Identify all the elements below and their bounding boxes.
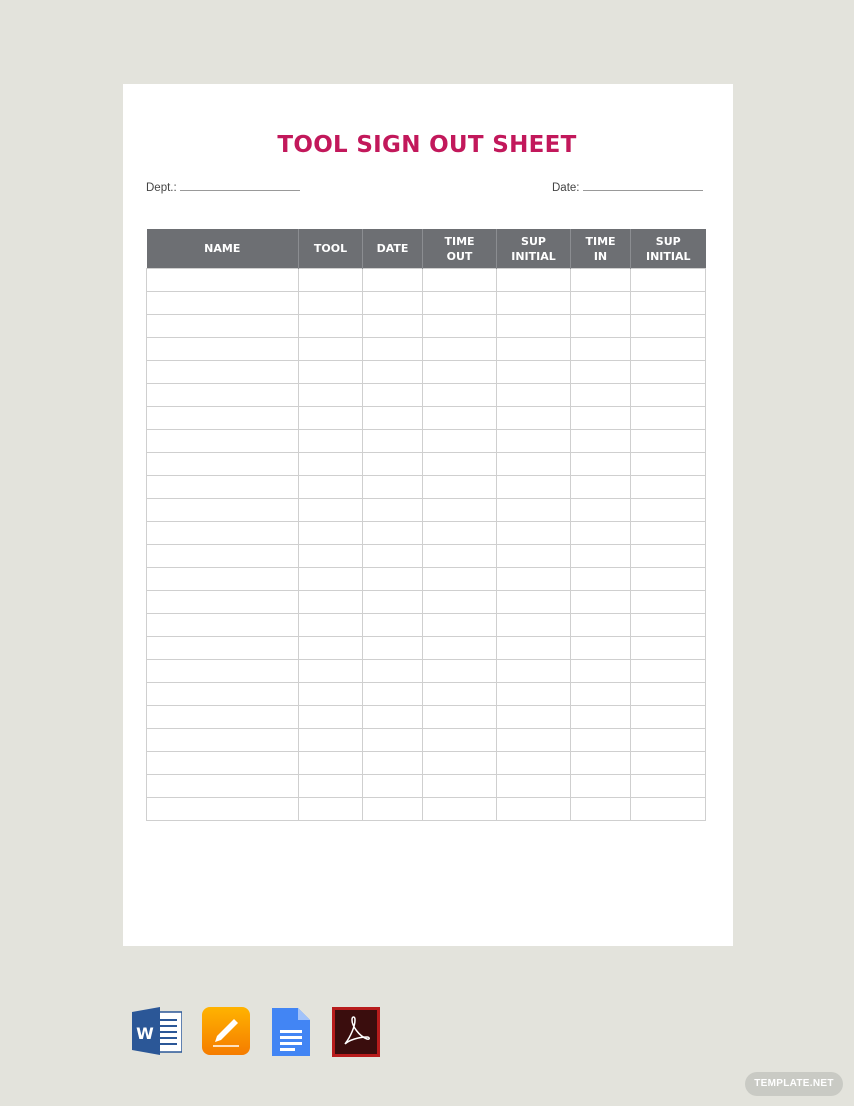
table-cell[interactable] — [497, 453, 571, 476]
table-cell[interactable] — [299, 706, 363, 729]
table-cell[interactable] — [147, 453, 299, 476]
table-cell[interactable] — [631, 545, 706, 568]
table-cell[interactable] — [363, 384, 423, 407]
table-cell[interactable] — [571, 591, 631, 614]
dept-field — [146, 180, 300, 194]
table-cell[interactable] — [571, 706, 631, 729]
table-cell[interactable] — [147, 315, 299, 338]
table-cell[interactable] — [631, 614, 706, 637]
table-cell[interactable] — [497, 407, 571, 430]
table-cell[interactable] — [571, 499, 631, 522]
table-cell[interactable] — [363, 660, 423, 683]
google-docs-icon[interactable] — [270, 1006, 312, 1058]
table-cell[interactable] — [497, 752, 571, 775]
table-cell[interactable] — [571, 453, 631, 476]
table-row — [147, 775, 706, 798]
table-row — [147, 430, 706, 453]
column-header-sup-initial-out: SUP INITIAL — [497, 229, 571, 269]
table-row — [147, 545, 706, 568]
table-cell[interactable] — [147, 591, 299, 614]
table-cell[interactable] — [631, 775, 706, 798]
date-line — [583, 180, 703, 191]
table-cell[interactable] — [571, 752, 631, 775]
table-cell[interactable] — [147, 637, 299, 660]
table-cell[interactable] — [423, 499, 497, 522]
table-cell[interactable] — [497, 798, 571, 821]
table-cell[interactable] — [571, 430, 631, 453]
table-cell[interactable] — [299, 384, 363, 407]
table-cell[interactable] — [147, 614, 299, 637]
table-cell[interactable] — [299, 430, 363, 453]
table-cell[interactable] — [497, 315, 571, 338]
table-cell[interactable] — [423, 568, 497, 591]
table-cell[interactable] — [147, 775, 299, 798]
table-cell[interactable] — [299, 338, 363, 361]
table-cell[interactable] — [571, 315, 631, 338]
table-cell[interactable] — [497, 614, 571, 637]
table-cell[interactable] — [363, 614, 423, 637]
table-cell[interactable] — [571, 384, 631, 407]
table-cell[interactable] — [631, 752, 706, 775]
table-cell[interactable] — [571, 338, 631, 361]
table-cell[interactable] — [363, 568, 423, 591]
table-cell[interactable] — [147, 706, 299, 729]
table-cell[interactable] — [147, 545, 299, 568]
table-row — [147, 338, 706, 361]
table-cell[interactable] — [631, 384, 706, 407]
column-header-time-in: TIME IN — [571, 229, 631, 269]
table-cell[interactable] — [631, 522, 706, 545]
table-cell[interactable] — [571, 729, 631, 752]
table-cell[interactable] — [363, 522, 423, 545]
pages-icon[interactable] — [201, 1006, 251, 1056]
table-cell[interactable] — [423, 637, 497, 660]
table-cell[interactable] — [423, 292, 497, 315]
table-cell[interactable] — [363, 315, 423, 338]
table-cell[interactable] — [631, 407, 706, 430]
table-cell[interactable] — [497, 775, 571, 798]
table-cell[interactable] — [497, 361, 571, 384]
table-row — [147, 637, 706, 660]
table-cell[interactable] — [571, 637, 631, 660]
table-cell[interactable] — [363, 476, 423, 499]
table-cell[interactable] — [299, 407, 363, 430]
table-cell[interactable] — [631, 798, 706, 821]
table-row — [147, 683, 706, 706]
table-cell[interactable] — [299, 660, 363, 683]
table-row — [147, 361, 706, 384]
table-cell[interactable] — [497, 430, 571, 453]
column-header-name: NAME — [147, 229, 299, 269]
table-cell[interactable] — [571, 476, 631, 499]
table-cell[interactable] — [147, 292, 299, 315]
date-label: Date: — [552, 182, 580, 194]
table-cell[interactable] — [363, 752, 423, 775]
table-cell[interactable] — [363, 775, 423, 798]
table-cell[interactable] — [299, 775, 363, 798]
table-cell[interactable] — [423, 453, 497, 476]
dept-label: Dept.: — [146, 182, 177, 194]
table-cell[interactable] — [363, 683, 423, 706]
table-cell[interactable] — [363, 269, 423, 292]
table-cell[interactable] — [571, 775, 631, 798]
table-row — [147, 591, 706, 614]
table-cell[interactable] — [299, 361, 363, 384]
table-cell[interactable] — [363, 430, 423, 453]
table-cell[interactable] — [631, 453, 706, 476]
pdf-icon[interactable] — [331, 1006, 381, 1058]
table-cell[interactable] — [497, 683, 571, 706]
table-cell[interactable] — [423, 706, 497, 729]
table-header-row — [147, 229, 706, 269]
table-cell[interactable] — [147, 269, 299, 292]
table-cell[interactable] — [571, 522, 631, 545]
table-cell[interactable] — [423, 384, 497, 407]
template-net-watermark: TEMPLATE.NET — [745, 1072, 843, 1096]
table-cell[interactable] — [299, 522, 363, 545]
table-row — [147, 384, 706, 407]
table-cell[interactable] — [497, 338, 571, 361]
column-header-date: DATE — [363, 229, 423, 269]
table-row — [147, 522, 706, 545]
sign-out-table — [146, 229, 706, 821]
table-cell[interactable] — [299, 545, 363, 568]
table-cell[interactable] — [299, 315, 363, 338]
date-field — [552, 180, 703, 194]
table-cell[interactable] — [571, 292, 631, 315]
table-cell[interactable] — [631, 568, 706, 591]
table-cell[interactable] — [631, 361, 706, 384]
table-cell[interactable] — [631, 338, 706, 361]
table-cell[interactable] — [363, 338, 423, 361]
table-row — [147, 499, 706, 522]
table-cell[interactable] — [423, 660, 497, 683]
table-cell[interactable] — [299, 637, 363, 660]
word-icon[interactable] — [132, 1006, 182, 1056]
table-cell[interactable] — [571, 614, 631, 637]
table-cell[interactable] — [631, 292, 706, 315]
table-cell[interactable] — [497, 729, 571, 752]
document-title: TOOL SIGN OUT SHEET — [277, 132, 577, 158]
table-cell[interactable] — [423, 729, 497, 752]
table-cell[interactable] — [147, 683, 299, 706]
table-cell[interactable] — [497, 384, 571, 407]
table-cell[interactable] — [571, 545, 631, 568]
table-cell[interactable] — [363, 407, 423, 430]
table-row — [147, 614, 706, 637]
table-cell[interactable] — [147, 430, 299, 453]
table-cell[interactable] — [497, 660, 571, 683]
table-cell[interactable] — [299, 729, 363, 752]
table-cell[interactable] — [497, 545, 571, 568]
table-cell[interactable] — [299, 453, 363, 476]
table-cell[interactable] — [497, 269, 571, 292]
table-row — [147, 706, 706, 729]
table-row — [147, 729, 706, 752]
table-cell[interactable] — [363, 637, 423, 660]
table-cell[interactable] — [571, 798, 631, 821]
table-cell[interactable] — [147, 499, 299, 522]
table-cell[interactable] — [423, 338, 497, 361]
table-cell[interactable] — [299, 683, 363, 706]
table-cell[interactable] — [571, 407, 631, 430]
table-cell[interactable] — [631, 476, 706, 499]
svg-text:W: W — [136, 1024, 154, 1043]
table-cell[interactable] — [299, 752, 363, 775]
table-row — [147, 752, 706, 775]
table-cell[interactable] — [147, 752, 299, 775]
table-cell[interactable] — [363, 706, 423, 729]
table-cell[interactable] — [363, 453, 423, 476]
table-row — [147, 453, 706, 476]
table-cell[interactable] — [363, 292, 423, 315]
table-row — [147, 476, 706, 499]
table-cell[interactable] — [363, 798, 423, 821]
table-cell[interactable] — [147, 361, 299, 384]
table-cell[interactable] — [299, 591, 363, 614]
table-row — [147, 292, 706, 315]
table-cell[interactable] — [147, 407, 299, 430]
table-cell[interactable] — [631, 683, 706, 706]
table-cell[interactable] — [147, 476, 299, 499]
table-cell[interactable] — [631, 269, 706, 292]
table-cell[interactable] — [631, 499, 706, 522]
table-cell[interactable] — [423, 315, 497, 338]
table-cell[interactable] — [631, 729, 706, 752]
table-cell[interactable] — [423, 545, 497, 568]
table-cell[interactable] — [147, 798, 299, 821]
table-cell[interactable] — [147, 384, 299, 407]
table-cell[interactable] — [423, 361, 497, 384]
table-cell[interactable] — [299, 568, 363, 591]
table-cell[interactable] — [631, 591, 706, 614]
table-cell[interactable] — [147, 660, 299, 683]
table-cell[interactable] — [571, 683, 631, 706]
table-cell[interactable] — [497, 292, 571, 315]
table-cell[interactable] — [423, 407, 497, 430]
table-cell[interactable] — [497, 637, 571, 660]
table-cell[interactable] — [631, 637, 706, 660]
table-cell[interactable] — [631, 430, 706, 453]
table-cell[interactable] — [497, 476, 571, 499]
table-cell[interactable] — [497, 591, 571, 614]
table-cell[interactable] — [423, 476, 497, 499]
table-row — [147, 269, 706, 292]
dept-line — [180, 180, 300, 191]
table-row — [147, 407, 706, 430]
table-cell[interactable] — [423, 752, 497, 775]
table-cell[interactable] — [147, 522, 299, 545]
table-cell[interactable] — [571, 361, 631, 384]
table-cell[interactable] — [571, 269, 631, 292]
table-cell[interactable] — [631, 315, 706, 338]
table-cell[interactable] — [299, 292, 363, 315]
table-cell[interactable] — [147, 338, 299, 361]
column-header-sup-initial-in: SUP INITIAL — [631, 229, 706, 269]
table-cell[interactable] — [571, 568, 631, 591]
table-cell[interactable] — [423, 683, 497, 706]
table-cell[interactable] — [497, 706, 571, 729]
table-cell[interactable] — [497, 522, 571, 545]
table-cell[interactable] — [571, 660, 631, 683]
table-cell[interactable] — [423, 775, 497, 798]
table-cell[interactable] — [423, 522, 497, 545]
table-cell[interactable] — [423, 614, 497, 637]
table-cell[interactable] — [631, 706, 706, 729]
table-cell[interactable] — [423, 798, 497, 821]
column-header-time-out: TIME OUT — [423, 229, 497, 269]
table-cell[interactable] — [363, 591, 423, 614]
table-cell[interactable] — [363, 361, 423, 384]
table-cell[interactable] — [423, 269, 497, 292]
table-row — [147, 660, 706, 683]
table-cell[interactable] — [299, 798, 363, 821]
table-cell[interactable] — [497, 499, 571, 522]
table-cell[interactable] — [423, 430, 497, 453]
table-cell[interactable] — [299, 614, 363, 637]
table-cell[interactable] — [147, 729, 299, 752]
table-row — [147, 568, 706, 591]
table-cell[interactable] — [423, 591, 497, 614]
table-cell[interactable] — [631, 660, 706, 683]
table-cell[interactable] — [299, 269, 363, 292]
table-row — [147, 315, 706, 338]
table-cell[interactable] — [147, 568, 299, 591]
table-cell[interactable] — [363, 545, 423, 568]
table-cell[interactable] — [363, 729, 423, 752]
table-cell[interactable] — [299, 476, 363, 499]
table-cell[interactable] — [299, 499, 363, 522]
column-header-tool: TOOL — [299, 229, 363, 269]
table-row — [147, 798, 706, 821]
table-body — [147, 269, 706, 821]
table-cell[interactable] — [363, 499, 423, 522]
table-cell[interactable] — [497, 568, 571, 591]
